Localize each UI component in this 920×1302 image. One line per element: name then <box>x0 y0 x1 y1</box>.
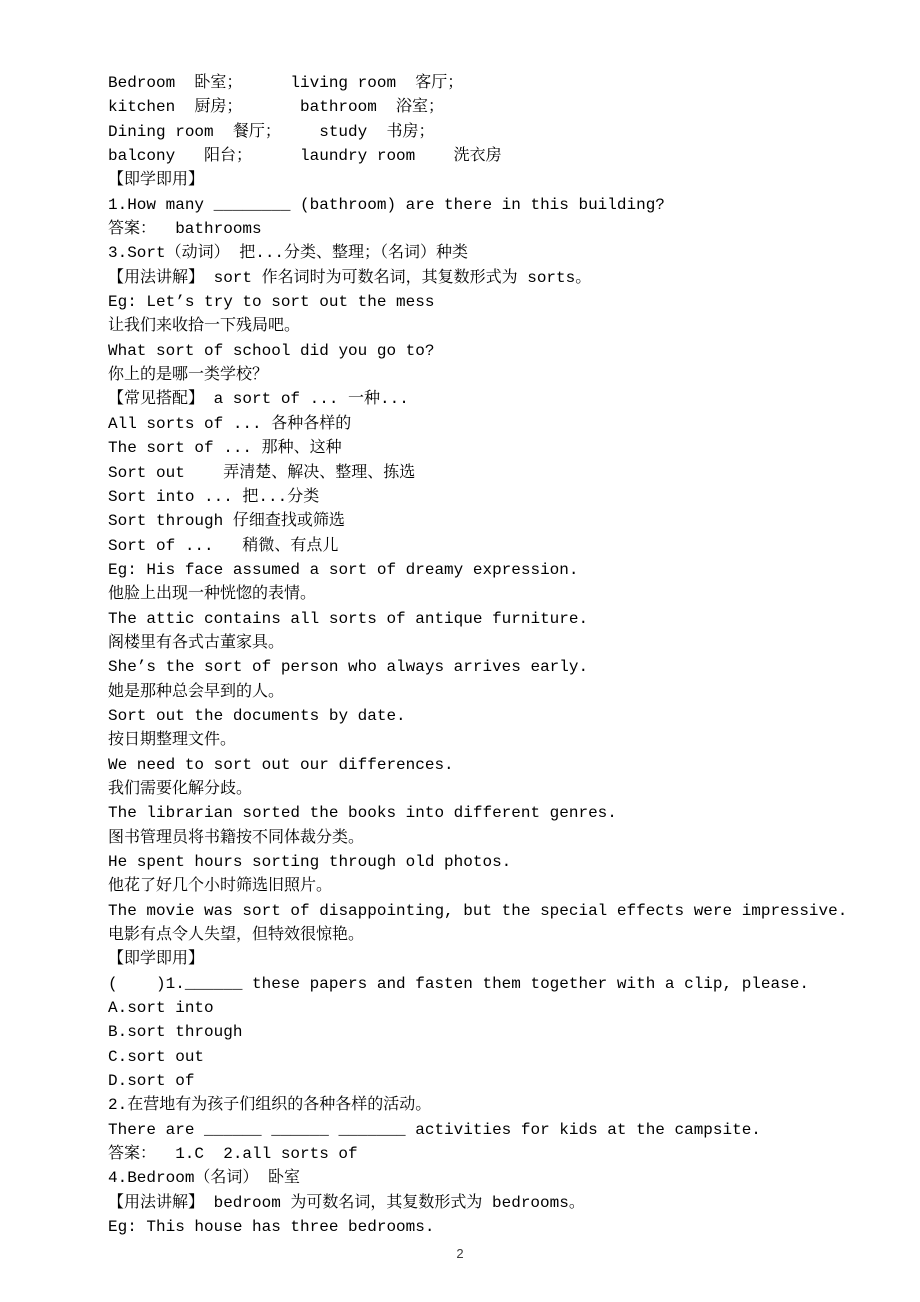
text-line: We need to sort out our differences. <box>108 755 454 774</box>
text-line: B.sort through <box>108 1023 243 1042</box>
text-line: The attic contains all sorts of antique furniture. <box>108 609 589 628</box>
text-line: All sorts of ... 各种各样的 <box>108 414 352 433</box>
text-line: 【即学即用】 <box>108 171 205 190</box>
text-line: D.sort of <box>108 1072 195 1091</box>
text-line: The librarian sorted the books into different genres. <box>108 804 617 823</box>
text-line: 答案： bathrooms <box>108 220 262 239</box>
page-number: 2 <box>456 1246 464 1261</box>
text-line: 【常见搭配】 a sort of ... 一种... <box>108 390 409 409</box>
text-line: 4.Bedroom（名词） 卧室 <box>108 1169 301 1188</box>
text-line: Eg: Let’s try to sort out the mess <box>108 293 435 312</box>
document-lines <box>108 71 868 1240</box>
text-line: 【用法讲解】 sort 作名词时为可数名词，其复数形式为 sorts。 <box>108 268 592 287</box>
text-line: Eg: His face assumed a sort of dreamy expression. <box>108 560 579 579</box>
text-line: 1.How many ________ (bathroom) are there in this building? <box>108 195 665 214</box>
text-line: He spent hours sorting through old photos. <box>108 853 512 871</box>
text-line: 他花了好几个小时筛选旧照片。 <box>108 877 333 896</box>
text-line: She’s the sort of person who always arrives early. <box>108 658 589 677</box>
text-line: 【用法讲解】 bedroom 为可数名词，其复数形式为 bedrooms。 <box>108 1193 585 1212</box>
text-line: ( )1.______ these papers and fasten them together with a clip, please. <box>108 974 809 993</box>
text-line: What sort of school did you go to? <box>108 341 435 360</box>
text-line: 我们需要化解分歧。 <box>108 779 253 798</box>
text-line: The sort of ... 那种、这种 <box>108 439 342 458</box>
text-line: The movie was sort of disappointing, but the special effects were impressive. <box>108 901 848 920</box>
text-line: balcony 阳台； laundry room 洗衣房 <box>108 147 502 166</box>
text-line: 答案： 1.C 2.all sorts of <box>108 1145 358 1164</box>
text-line: Sort out the documents by date. <box>108 706 406 725</box>
text-line: Bedroom 卧室； living room 客厅； <box>108 74 464 92</box>
text-line: 你上的是哪一类学校？ <box>108 366 269 385</box>
text-line: 【即学即用】 <box>108 950 205 969</box>
text-line: 2.在营地有为孩子们组织的各种各样的活动。 <box>108 1096 432 1115</box>
text-line: 阁楼里有各式古董家具。 <box>108 633 285 652</box>
text-line: Dining room 餐厅； study 书房； <box>108 122 435 141</box>
text-line: Sort out 弄清楚、解决、整理、拣选 <box>108 463 416 482</box>
text-line: C.sort out <box>108 1047 205 1066</box>
text-line: 3.Sort（动词） 把...分类、整理；（名词）种类 <box>108 244 469 263</box>
text-line: Sort of ... 稍微、有点儿 <box>108 536 339 555</box>
text-line: A.sort into <box>108 999 214 1018</box>
text-line: There are ______ ______ _______ activities for kids at the campsite. <box>108 1120 761 1139</box>
text-line: 图书管理员将书籍按不同体裁分类。 <box>108 828 365 847</box>
text-line: 让我们来收拾一下残局吧。 <box>108 317 301 336</box>
text-line: 电影有点令人失望，但特效很惊艳。 <box>108 926 365 945</box>
text-line: Eg: This house has three bedrooms. <box>108 1218 435 1237</box>
text-line: Sort through 仔细查找或筛选 <box>108 512 345 531</box>
text-line: kitchen 厨房； bathroom 浴室； <box>108 98 445 117</box>
text-line: 她是那种总会早到的人。 <box>108 682 285 701</box>
text-line: 他脸上出现一种恍惚的表情。 <box>108 585 317 604</box>
text-line: Sort into ... 把...分类 <box>108 487 320 506</box>
text-line: 按日期整理文件。 <box>108 731 237 750</box>
